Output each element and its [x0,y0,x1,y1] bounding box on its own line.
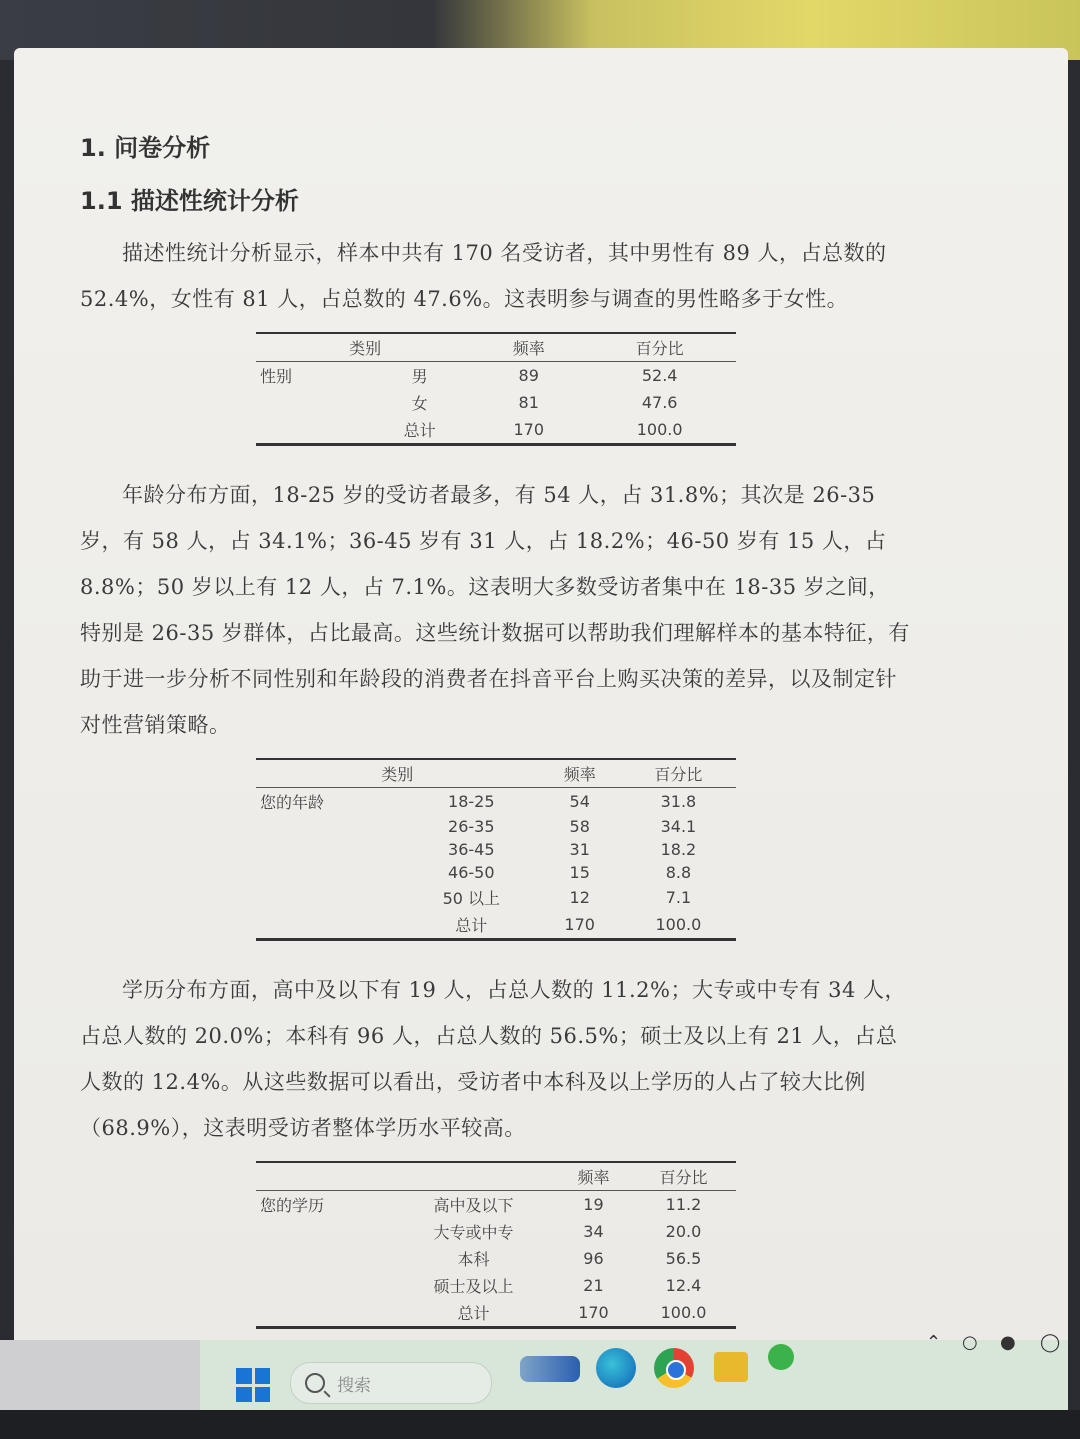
table-header: 频率 [556,1162,631,1191]
table-row [256,389,736,416]
notification-icon[interactable]: ◯ [1040,1332,1061,1353]
table-cell: 50 以上 [442,889,501,908]
document-window [14,48,1068,1368]
table-cell: 总计 [365,416,474,445]
tray-chevron-icon[interactable]: ⌃ [926,1332,942,1353]
paragraph-gender: 描述性统计分析显示，样本中共有 170 名受访者，其中男性有 89 人，占总数的 52.4%，女性有 81 人，占总数的 47.6%。这表明参与调查的男性略多于女性。 [80,241,887,311]
table-cell: 46-50 [448,863,495,882]
table-cell: 170 [474,416,583,445]
table-cell: 15 [569,863,590,882]
table-cell: 18.2 [660,840,697,859]
table-cell: 总计 [404,911,539,940]
table-cell: 56.5 [665,1249,702,1268]
table-cell: 36-45 [448,840,495,859]
taskbar-left [0,1340,220,1410]
paragraph-education: 学历分布方面，高中及以下有 19 人，占总人数的 11.2%；大专或中专有 34 人，占总人数的 20.0%；本科有 96 人，占总人数的 56.5%；硕士及以上有 21 人，占总人数的 12.4%。从这些数据可以看出，受访者中本科及以上学历的人占了较大比例（68.9%），这表明受访者整体学历水平较高。 [80,978,907,1140]
table-age [256,758,736,941]
table-cell: 100.0 [621,911,736,940]
table-cell: 100.0 [631,1299,736,1328]
search-icon [305,1373,325,1393]
desk-surface [0,1410,1080,1439]
heading-1: 1. 问卷分析 [80,134,211,162]
document-page [80,128,910,1329]
table-cell: 8.8 [665,863,692,882]
table-row [256,1272,736,1299]
windows-start-icon[interactable] [236,1368,270,1402]
table-header: 频率 [539,759,621,788]
taskbar-search[interactable] [290,1362,492,1404]
table-header: 百分比 [583,333,736,362]
table-row [256,362,736,390]
table-group-label: 您的年龄 [260,793,325,812]
table-cell: 18-25 [448,792,495,811]
table-cell: 34 [583,1222,604,1241]
table-header: 类别 [256,759,539,788]
table-cell: 女 [411,394,428,413]
table-cell: 52.4 [641,366,678,385]
table-row [256,861,736,884]
volume-icon[interactable]: ● [1000,1332,1016,1353]
table-group-label: 性别 [260,367,293,386]
table-cell: 31.8 [660,792,697,811]
edge-browser-icon[interactable] [596,1348,636,1388]
table-cell: 47.6 [641,393,678,412]
table-row [256,815,736,838]
table-header: 百分比 [631,1162,736,1191]
table-cell: 96 [583,1249,604,1268]
table-row [256,1191,736,1219]
table-header: 类别 [256,333,474,362]
table-cell: 34.1 [660,817,697,836]
table-cell: 19 [583,1195,604,1214]
paragraph-age: 年龄分布方面，18-25 岁的受访者最多，有 54 人，占 31.8%；其次是 26-35 岁，有 58 人，占 34.1%；36-45 岁有 31 人，占 18.2%；46-50 岁有 15 人，占 8.8%；50 岁以上有 12 人，占 7.1%。这表明大多数受访者集中在 18-35 岁之间，特别是 26-35 岁群体，占比最高。这些统计数据可以帮助我们理解样本的基本特征，有助于进一步分析不同性别和年龄段的消费者在抖音平台上购买决策的差异，以及制定针对性营销策略。 [80,483,910,737]
table-cell: 20.0 [665,1222,702,1241]
heading-2: 1.1 描述性统计分析 [80,187,299,215]
table-row [256,416,736,445]
table-cell: 58 [569,817,590,836]
table-cell: 高中及以下 [433,1196,514,1215]
table-cell: 21 [583,1276,604,1295]
table-cell: 大专或中专 [433,1223,514,1242]
table-group-label: 您的学历 [260,1196,325,1215]
table-cell: 12.4 [665,1276,702,1295]
table-row [256,1245,736,1272]
table-cell: 11.2 [665,1195,702,1214]
table-header: 频率 [474,333,583,362]
network-icon[interactable]: ○ [962,1332,978,1353]
table-cell: 本科 [457,1250,490,1269]
table-row [256,838,736,861]
table-header: 百分比 [621,759,736,788]
table-cell: 81 [518,393,539,412]
table-cell: 12 [569,888,590,907]
file-explorer-icon[interactable] [714,1352,748,1382]
table-cell: 男 [411,367,428,386]
table-row [256,788,736,816]
table-cell: 54 [569,792,590,811]
table-gender [256,332,736,446]
search-placeholder: 搜索 [337,1375,371,1396]
table-cell: 7.1 [665,888,692,907]
table-cell: 31 [569,840,590,859]
table-cell: 100.0 [583,416,736,445]
table-cell: 硕士及以上 [433,1277,514,1296]
weather-icon[interactable] [520,1356,580,1382]
table-cell: 26-35 [448,817,495,836]
table-row [256,911,736,940]
table-row [256,884,736,911]
table-header [256,1162,556,1191]
table-education [256,1161,736,1329]
table-cell: 170 [539,911,621,940]
table-cell: 总计 [391,1299,556,1328]
table-cell: 89 [518,366,539,385]
table-row [256,1299,736,1328]
app-icon[interactable] [768,1344,794,1370]
table-row [256,1218,736,1245]
table-cell: 170 [556,1299,631,1328]
chrome-browser-icon[interactable] [654,1348,694,1388]
